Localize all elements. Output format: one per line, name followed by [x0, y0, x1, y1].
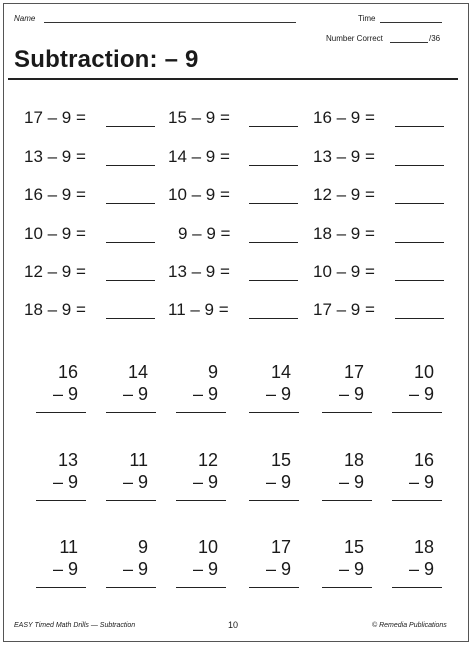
vertical-problem — [32, 450, 92, 506]
number-correct-label: Number Correct — [326, 34, 383, 43]
answer-line[interactable] — [106, 412, 156, 413]
answer-blank[interactable] — [395, 203, 444, 204]
minuend: 18 — [413, 537, 434, 557]
time-field-line[interactable] — [380, 22, 442, 23]
answer-line[interactable] — [249, 587, 299, 588]
subtrahend: – 9 — [408, 384, 434, 404]
vertical-problem — [172, 450, 232, 506]
equation-text: 10 – 9 = — [24, 224, 86, 243]
subtrahend: – 9 — [408, 559, 434, 579]
answer-line[interactable] — [392, 587, 442, 588]
vertical-problem — [172, 537, 232, 593]
subtrahend: – 9 — [192, 559, 218, 579]
vertical-problem — [172, 362, 232, 418]
answer-blank[interactable] — [249, 280, 298, 281]
minuend: 10 — [413, 362, 434, 382]
vertical-problem — [245, 362, 305, 418]
equation-text: 14 – 9 = — [168, 147, 230, 166]
minuend: 13 — [57, 450, 78, 470]
answer-blank[interactable] — [395, 318, 444, 319]
minuend: 9 — [207, 362, 218, 382]
equation-text: 18 – 9 = — [24, 300, 86, 319]
answer-line[interactable] — [36, 587, 86, 588]
footer-publisher: © Remedia Publications — [372, 622, 447, 629]
equation-text: 10 – 9 = — [313, 262, 375, 281]
subtrahend: – 9 — [192, 384, 218, 404]
equation-text: 13 – 9 = — [168, 262, 230, 281]
subtrahend: – 9 — [265, 384, 291, 404]
answer-line[interactable] — [249, 500, 299, 501]
vertical-problem — [245, 537, 305, 593]
equation-text: 16 – 9 = — [313, 108, 375, 127]
minuend: 17 — [343, 362, 364, 382]
answer-line[interactable] — [322, 412, 372, 413]
vertical-problem — [245, 450, 305, 506]
minuend: 16 — [57, 362, 78, 382]
answer-blank[interactable] — [395, 126, 444, 127]
subtrahend: – 9 — [52, 559, 78, 579]
minuend: 10 — [197, 537, 218, 557]
minuend: 11 — [59, 537, 78, 557]
subtrahend: – 9 — [265, 559, 291, 579]
answer-blank[interactable] — [106, 318, 155, 319]
minuend: 12 — [197, 450, 218, 470]
minuend: 17 — [270, 537, 291, 557]
minuend: 15 — [270, 450, 291, 470]
subtrahend: – 9 — [52, 384, 78, 404]
answer-blank[interactable] — [106, 126, 155, 127]
vertical-problem — [102, 450, 162, 506]
minuend: 11 — [129, 450, 148, 470]
answer-blank[interactable] — [395, 242, 444, 243]
number-correct-total: /36 — [429, 34, 441, 43]
vertical-problem — [318, 537, 378, 593]
name-field-line[interactable] — [44, 22, 296, 23]
equation-text: 16 – 9 = — [24, 185, 86, 204]
subtrahend: – 9 — [122, 384, 148, 404]
answer-line[interactable] — [322, 587, 372, 588]
equation-text: 17 – 9 = — [313, 300, 375, 319]
vertical-problem — [32, 537, 92, 593]
equation-text: 18 – 9 = — [313, 224, 375, 243]
answer-line[interactable] — [176, 587, 226, 588]
vertical-problem — [388, 537, 448, 593]
subtrahend: – 9 — [265, 472, 291, 492]
subtrahend: – 9 — [122, 559, 148, 579]
answer-blank[interactable] — [106, 242, 155, 243]
vertical-problem — [318, 362, 378, 418]
subtrahend: – 9 — [52, 472, 78, 492]
answer-line[interactable] — [392, 500, 442, 501]
answer-blank[interactable] — [395, 280, 444, 281]
equation-text: 12 – 9 = — [24, 262, 86, 281]
answer-blank[interactable] — [249, 203, 298, 204]
title-divider — [8, 78, 458, 80]
name-label: Name — [14, 14, 36, 23]
answer-line[interactable] — [176, 500, 226, 501]
page-title: Subtraction: – 9 — [14, 46, 199, 73]
answer-line[interactable] — [392, 412, 442, 413]
equation-text: 9 – 9 = — [178, 224, 231, 243]
answer-line[interactable] — [249, 412, 299, 413]
equation-text: 13 – 9 = — [24, 147, 86, 166]
equation-text: 11 – 9 = — [168, 300, 229, 319]
equation-text: 17 – 9 = — [24, 108, 86, 127]
vertical-problem — [388, 362, 448, 418]
answer-line[interactable] — [322, 500, 372, 501]
footer-book-title: EASY Timed Math Drills — Subtraction — [14, 622, 136, 629]
answer-blank[interactable] — [106, 280, 155, 281]
minuend: 16 — [413, 450, 434, 470]
minuend: 9 — [137, 537, 148, 557]
answer-line[interactable] — [36, 500, 86, 501]
vertical-problem — [32, 362, 92, 418]
answer-blank[interactable] — [249, 126, 298, 127]
minuend: 15 — [343, 537, 364, 557]
answer-blank[interactable] — [106, 165, 155, 166]
equation-text: 15 – 9 = — [168, 108, 230, 127]
vertical-problem — [388, 450, 448, 506]
answer-line[interactable] — [176, 412, 226, 413]
answer-line[interactable] — [106, 500, 156, 501]
answer-blank[interactable] — [106, 203, 155, 204]
vertical-problem — [318, 450, 378, 506]
minuend: 18 — [343, 450, 364, 470]
subtrahend: – 9 — [338, 384, 364, 404]
equation-text: 12 – 9 = — [313, 185, 375, 204]
answer-blank[interactable] — [249, 318, 298, 319]
answer-blank[interactable] — [395, 165, 444, 166]
subtrahend: – 9 — [408, 472, 434, 492]
subtrahend: – 9 — [338, 472, 364, 492]
time-label: Time — [358, 14, 376, 23]
minuend: 14 — [127, 362, 148, 382]
subtrahend: – 9 — [192, 472, 218, 492]
equation-text: 10 – 9 = — [168, 185, 230, 204]
answer-blank[interactable] — [249, 165, 298, 166]
vertical-problem — [102, 362, 162, 418]
subtrahend: – 9 — [338, 559, 364, 579]
subtrahend: – 9 — [122, 472, 148, 492]
minuend: 14 — [270, 362, 291, 382]
answer-line[interactable] — [106, 587, 156, 588]
answer-line[interactable] — [36, 412, 86, 413]
equation-text: 13 – 9 = — [313, 147, 375, 166]
page-number: 10 — [228, 620, 239, 630]
number-correct-field-line[interactable] — [390, 42, 428, 43]
answer-blank[interactable] — [249, 242, 298, 243]
vertical-problem — [102, 537, 162, 593]
